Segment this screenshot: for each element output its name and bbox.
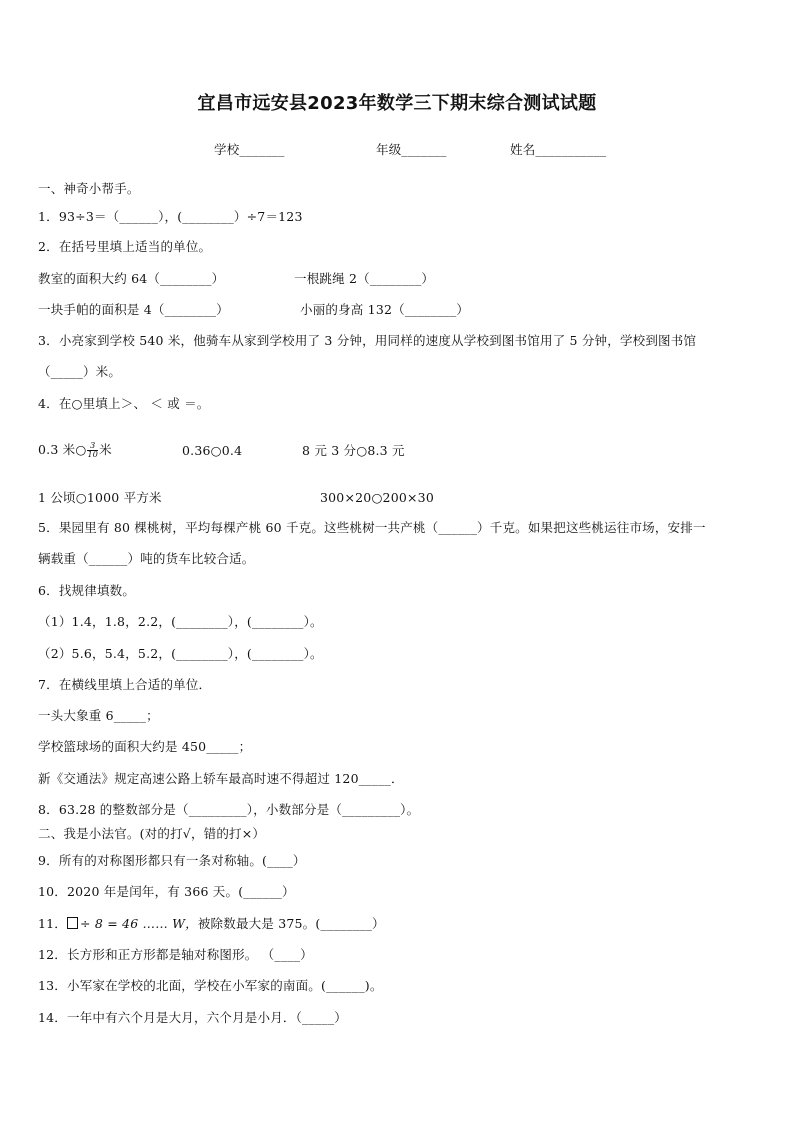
question-2d: 小丽的身高 132（________）	[300, 302, 470, 317]
name-field[interactable]: 姓名___________	[510, 142, 607, 157]
question-4e: 300×20○200×30	[320, 490, 434, 505]
question-4: 4．在○里填上＞、 ＜ 或 ＝。	[38, 396, 210, 411]
question-4a-left: 0.3 米○	[38, 442, 87, 457]
question-5-line-2: 辆载重（______）吨的货车比较合适。	[38, 551, 255, 566]
question-14: 14．一年中有六个月是大月，六个月是小月．（_____）	[38, 1010, 348, 1025]
page-title: 宜昌市远安县2023年数学三下期末综合测试试题	[197, 93, 597, 114]
fraction	[87, 442, 98, 459]
question-4c: 8 元 3 分○8.3 元	[302, 443, 405, 458]
question-6: 6．找规律填数。	[38, 583, 136, 598]
question-2: 2．在括号里填上适当的单位。	[38, 239, 212, 254]
question-11	[38, 916, 385, 932]
question-2c: 一块手帕的面积是 4（________）	[38, 302, 229, 317]
section-heading-2: 二、我是小法官。(对的打√，错的打×）	[38, 826, 266, 841]
fraction-numerator: 3	[87, 442, 98, 451]
question-13: 13．小军家在学校的北面，学校在小军家的南面。(______)。	[38, 978, 383, 993]
question-7a: 一头大象重 6_____；	[38, 708, 159, 723]
question-6b: （2）5.6，5.4，5.2，(________），(________）。	[38, 646, 323, 661]
question-4d: 1 公顷○1000 平方米	[38, 490, 162, 505]
question-11-text: 被除数最大是 375。(________）	[197, 916, 385, 931]
school-field[interactable]: 学校_______	[214, 142, 285, 157]
question-3-line-1: 3．小亮家到学校 540 米，他骑车从家到学校用了 3 分钟，用同样的速度从学校到图书馆用了 5 分钟，学校到图书馆	[38, 333, 697, 348]
question-7b: 学校篮球场的面积大约是 450_____；	[38, 739, 252, 754]
question-7: 7．在横线里填上合适的单位．	[38, 677, 212, 692]
question-10: 10．2020 年是闰年，有 366 天。(______）	[38, 884, 295, 899]
question-11-number: 11．	[38, 916, 68, 931]
question-2a: 教室的面积大约 64（________）	[38, 271, 225, 286]
question-1: 1．93÷3＝（______），(________）÷7＝123	[38, 209, 303, 224]
question-5-line-1: 5．果园里有 80 棵桃树，平均每棵产桃 60 千克。这些桃树一共产桃（______）千克。如果把这些桃运往市场，安排一	[38, 520, 706, 535]
question-6a: （1）1.4，1.8，2.2，(________），(________）。	[38, 614, 323, 629]
blank-box-icon	[67, 917, 78, 929]
section-heading-1: 一、神奇小帮手。	[38, 181, 140, 196]
question-4a	[38, 442, 112, 459]
question-8: 8．63.28 的整数部分是（_________），小数部分是（_________）。	[38, 802, 420, 817]
fraction-denominator: 10	[87, 450, 99, 459]
question-2b: 一根跳绳 2（________）	[294, 271, 435, 286]
question-7c: 新《交通法》规定高速公路上轿车最高时速不得超过 120_____．	[38, 771, 404, 786]
question-12: 12．长方形和正方形都是轴对称图形。 （____）	[38, 947, 313, 962]
grade-field[interactable]: 年级_______	[376, 142, 447, 157]
question-4a-right: 米	[99, 442, 112, 457]
question-4b: 0.36○0.4	[182, 443, 243, 458]
question-11-expression: ÷ 8 = 46 …… W，	[80, 916, 198, 931]
question-3-line-2: （_____）米。	[38, 364, 122, 379]
question-9: 9．所有的对称图形都只有一条对称轴。(____）	[38, 853, 306, 868]
